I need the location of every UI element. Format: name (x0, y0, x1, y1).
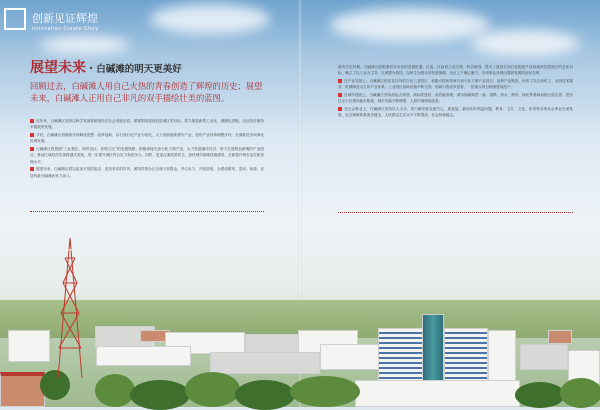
red-square-bullet-icon (30, 147, 34, 151)
title-separator: · (89, 61, 94, 75)
paragraph: 在产业发展上，白碱滩区依托克拉玛依石化工业园区，积极引进和培育石油石化下游产业项目，延伸产业链条，形成了以石油化工、油田技术服务、机械制造为主的产业体系。工业园区基础设施不断完善，招商引资成效显著，一批重点项目相继建成投产。 (338, 78, 573, 90)
tree (130, 380, 190, 410)
red-square-bullet-icon (338, 93, 342, 97)
article-title-main: 展望未来 (30, 60, 86, 76)
square-outline-icon (4, 8, 26, 30)
right-column-divider (338, 212, 573, 213)
factory-building (520, 344, 568, 370)
red-square-bullet-icon (30, 119, 34, 123)
tree (95, 374, 135, 407)
tree (185, 372, 240, 407)
hall-building (96, 346, 191, 366)
hall-building (210, 352, 320, 374)
paragraph: 在社会事业上，白碱滩区坚持以人为本，着力解决群众最关心、最直接、最现实的利益问题。教育、卫生、文化、体育等各项社会事业全面发展，社会保障体系逐步健全，人民群众生活水平不断提高，社会和谐稳定。 (338, 106, 573, 118)
red-square-bullet-icon (30, 167, 34, 171)
left-column-divider (30, 211, 264, 212)
section-title: 创新见证辉煌 (32, 12, 98, 25)
left-text-column (30, 118, 264, 180)
section-subtitle: Innovation Create Glory (32, 26, 99, 32)
factory-building (245, 334, 305, 354)
tree (290, 376, 360, 407)
apartment-building (8, 330, 50, 362)
cloud (150, 4, 270, 34)
cloud (470, 30, 580, 56)
paragraph: 新的历史时期，白碱滩区面临着前所未有的发展机遇。区委、区政府立足区情，科学谋划，提出了建设石油石化配套产业基地和宜居城区的总体目标，确立了以工业为主导、以城建为依托、以民生为根本的发展战略，全区上下凝心聚力，各项事业呈现出蓬勃发展的良好态势。 (338, 65, 573, 76)
office-tower-right-wing (444, 328, 488, 386)
paragraph: 白碱滩区将按照“工业强区、商贸活区、环境立区”的发展思路，积极承接石油石化下游产业，大力发展循环经济，努力打造特色鲜明的产业园区，推动区域经济实现跨越式发展，进一步提升城区综合实力和竞争力。同时，更加注重改善民生，加快城市基础设施建设，全面提升城市品位和管理水平。 (30, 146, 264, 164)
office-tower-glass-core (422, 314, 444, 386)
red-roof-building (0, 372, 45, 407)
tree (560, 378, 600, 408)
transmission-tower (55, 238, 85, 378)
paragraph: 展望未来，白碱滩区将以更加开放的姿态、更加务实的作风，团结带领全区各族干部群众，齐心协力，开拓进取，为建设繁荣、富裕、和谐、宜居的新白碱滩而努力奋斗。 (30, 167, 264, 178)
cloud (40, 36, 130, 54)
low-building (320, 344, 380, 370)
office-tower-annex (488, 330, 516, 382)
paragraph: 在城市建设上，白碱滩区坚持高起点规划、高标准建设、高效能管理，城市面貌焕然一新。道路、供水、供热、绿化等基础设施日趋完善，居民住宅小区建设稳步推进，城市功能不断增强，人居环境明显改善。 (338, 92, 573, 104)
article-lead: 回顾过去，白碱滩人用自己火热的青春创造了辉煌的历史；展望未来，白碱滩人正用自己非凡的双手描绘壮美的蓝图。 (30, 81, 263, 103)
paragraph: 今后，白碱滩区将继续坚持解放思想、改革创新，以石油石化产业为依托，大力发展接续替代产业，加快产业结构调整步伐，全面推进各项事业协调发展。 (30, 132, 264, 144)
office-tower-base (355, 380, 520, 407)
red-square-bullet-icon (338, 107, 342, 111)
factory-building (548, 330, 572, 344)
tree (235, 380, 295, 410)
article-subtitle: 白碱滩的明天更美好 (96, 64, 182, 75)
article-title (30, 57, 182, 77)
paragraph: 近年来，白碱滩区坚持以科学发展观统领经济社会发展全局，紧紧围绕建设宜居城区的目标，着力推进新型工业化、城镇化进程，全区经济保持平稳较快发展。 (30, 119, 264, 130)
red-square-bullet-icon (30, 133, 34, 137)
office-tower-left-wing (378, 328, 424, 386)
tree (515, 382, 565, 408)
cloud (330, 8, 490, 42)
red-square-bullet-icon (338, 79, 342, 83)
right-text-column (338, 64, 573, 120)
